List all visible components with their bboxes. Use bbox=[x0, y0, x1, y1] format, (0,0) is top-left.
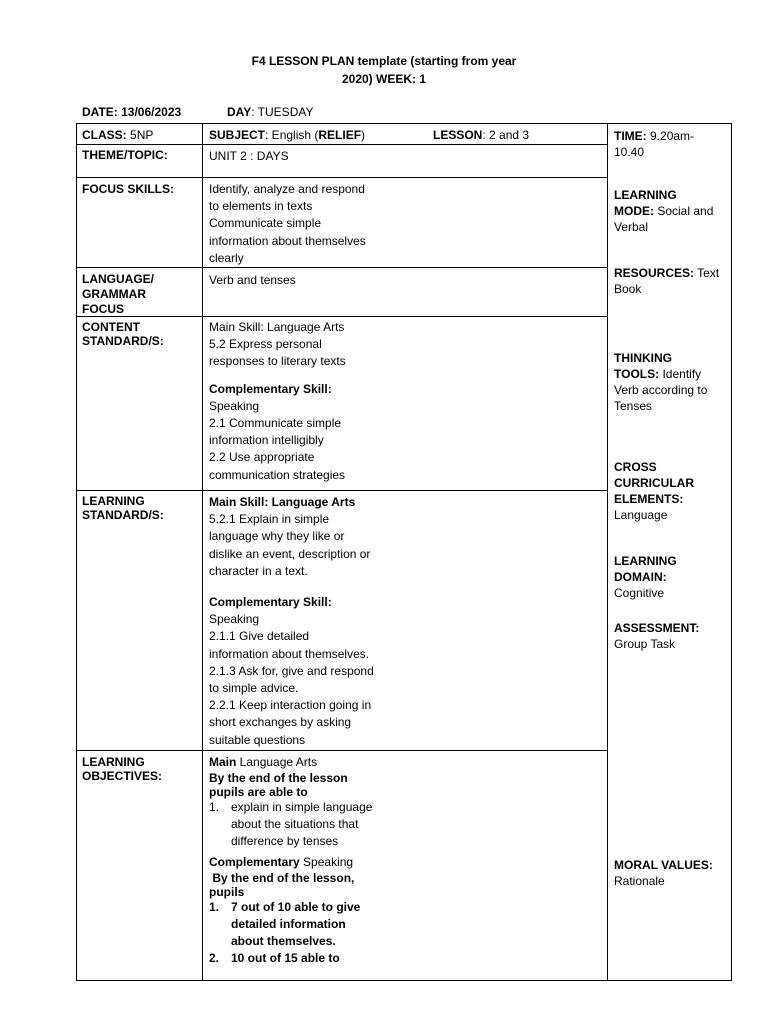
lesson-label: LESSON bbox=[433, 128, 483, 142]
mode-value: Verbal bbox=[614, 220, 649, 234]
row-divider bbox=[76, 267, 608, 268]
objectives-label bbox=[82, 755, 202, 783]
focus-line: Identify, analyze and respond bbox=[209, 182, 365, 196]
cross-label: CROSS bbox=[614, 460, 657, 474]
learning-main-title: Main Skill: Language Arts bbox=[209, 495, 356, 509]
list-line: explain in simple language bbox=[231, 800, 373, 814]
assessment-value: Group Task bbox=[614, 637, 676, 651]
day-value: : TUESDAY bbox=[251, 105, 314, 119]
table-border-left bbox=[76, 123, 77, 981]
doc-title-line1: F4 LESSON PLAN template (starting from year bbox=[251, 54, 517, 68]
row-divider bbox=[76, 750, 608, 751]
learning-line: 2.1.1 Give detailed bbox=[209, 629, 310, 644]
list-item bbox=[209, 799, 399, 850]
objectives-main bbox=[209, 754, 399, 771]
content-label-line: STANDARD/S: bbox=[82, 334, 164, 348]
moral-values-field bbox=[614, 857, 729, 889]
class-value: 5NP bbox=[130, 128, 154, 142]
list-line: 10 out of 15 able to bbox=[231, 951, 340, 965]
resources-value: Book bbox=[614, 282, 642, 296]
class-field bbox=[82, 128, 202, 142]
learning-line: language why they like or bbox=[209, 529, 345, 544]
domain-value: Cognitive bbox=[614, 586, 665, 600]
learning-label bbox=[82, 494, 202, 522]
lesson-value: : 2 and 3 bbox=[482, 128, 530, 142]
day-field bbox=[227, 105, 313, 119]
learning-comp-title: Complementary Skill: bbox=[209, 595, 332, 610]
list-line: difference by tenses bbox=[231, 834, 339, 848]
content-line: information intelligibly bbox=[209, 433, 324, 448]
table-border-bottom bbox=[76, 980, 732, 981]
thinking-value: Tenses bbox=[614, 399, 653, 413]
grammar-label-line: LANGUAGE/ bbox=[82, 272, 154, 286]
moral-label: MORAL VALUES: bbox=[614, 858, 713, 872]
list-line: 7 out of 10 able to give bbox=[231, 900, 361, 914]
learning-mode-field bbox=[614, 187, 729, 235]
content-main bbox=[209, 319, 399, 336]
cross-label: CURRICULAR bbox=[614, 476, 694, 490]
domain-label: LEARNING bbox=[614, 554, 677, 568]
grammar-label-line: FOCUS bbox=[82, 302, 124, 316]
content-label-line: CONTENT bbox=[82, 320, 140, 334]
content-line: communication strategies bbox=[209, 467, 346, 482]
grammar-value: Verb and tenses bbox=[209, 273, 296, 287]
subject-relief: RELIEF bbox=[318, 128, 362, 142]
content-line: 2.1 Communicate simple bbox=[209, 416, 342, 431]
time-label: TIME: bbox=[614, 129, 647, 143]
list-line: about themselves. bbox=[231, 934, 336, 948]
objectives-value bbox=[209, 754, 399, 967]
table-divider-label bbox=[202, 123, 203, 981]
assessment-field bbox=[614, 620, 729, 652]
learning-line: suitable questions bbox=[209, 732, 306, 747]
learning-line: character in a text. bbox=[209, 563, 308, 578]
thinking-tools-field bbox=[614, 350, 729, 414]
mode-label: MODE: bbox=[614, 204, 654, 218]
content-main-prefix: Main Skill: bbox=[209, 320, 268, 334]
focus-line: Communicate simple bbox=[209, 216, 322, 231]
list-number: 1. bbox=[209, 800, 220, 814]
list-line: about the situations that bbox=[231, 817, 359, 831]
theme-value: UNIT 2 : DAYS bbox=[209, 149, 289, 163]
content-comp-title: Complementary Skill: bbox=[209, 381, 332, 396]
subject-field bbox=[209, 128, 365, 142]
learning-line: 5.2.1 Explain in simple bbox=[209, 512, 330, 527]
learning-line: 2.1.3 Ask for, give and respond bbox=[209, 663, 374, 678]
list-item bbox=[209, 899, 399, 950]
cross-label: ELEMENTS: bbox=[614, 492, 684, 506]
subject-close: ) bbox=[361, 128, 366, 142]
objectives-main-list bbox=[209, 799, 399, 850]
content-line: responses to literary texts bbox=[209, 354, 346, 369]
objectives-sub: By the end of the lesson, bbox=[209, 871, 355, 885]
list-line: detailed information bbox=[231, 917, 346, 931]
lesson-field bbox=[433, 128, 529, 142]
table-border-right bbox=[731, 123, 732, 981]
moral-value: Rationale bbox=[614, 874, 665, 888]
learning-value bbox=[209, 494, 399, 749]
learning-label-line: LEARNING bbox=[82, 494, 145, 508]
day-label: DAY bbox=[227, 105, 252, 119]
learning-label-line: STANDARD/S: bbox=[82, 508, 164, 522]
subject-label: SUBJECT bbox=[209, 128, 266, 142]
time-value: 9.20am- bbox=[646, 129, 695, 143]
mode-value: Social and bbox=[654, 204, 714, 218]
list-number: 2. bbox=[209, 951, 220, 965]
learning-line: dislike an event, description or bbox=[209, 546, 371, 561]
objectives-label-line: LEARNING bbox=[82, 755, 145, 769]
date-value: 13/06/2023 bbox=[121, 105, 182, 119]
domain-label: DOMAIN: bbox=[614, 570, 667, 584]
cross-value: Language bbox=[614, 508, 668, 522]
objectives-main-value: Language Arts bbox=[236, 755, 318, 769]
list-item bbox=[209, 950, 399, 967]
learning-line: Speaking bbox=[209, 612, 260, 627]
table-divider-side bbox=[607, 123, 608, 981]
focus-label: FOCUS SKILLS: bbox=[82, 182, 174, 196]
learning-line: short exchanges by asking bbox=[209, 715, 352, 730]
content-line: Speaking bbox=[209, 398, 260, 413]
focus-line: clearly bbox=[209, 250, 244, 265]
row-divider bbox=[76, 144, 608, 145]
theme-label: THEME/TOPIC: bbox=[82, 148, 168, 162]
content-label bbox=[82, 320, 202, 348]
grammar-label-line: GRAMMAR bbox=[82, 287, 146, 301]
resources-value: Text bbox=[694, 266, 720, 280]
class-label: CLASS: bbox=[82, 128, 127, 142]
learning-domain-field bbox=[614, 553, 729, 601]
resources-label: RESOURCES: bbox=[614, 266, 695, 280]
cross-curricular-field bbox=[614, 459, 729, 523]
objectives-label-line: OBJECTIVES: bbox=[82, 769, 163, 783]
objectives-comp-list bbox=[209, 899, 399, 967]
content-line: 5.2 Express personal bbox=[209, 337, 322, 352]
objectives-comp-value: Speaking bbox=[299, 855, 354, 869]
objectives-sub: By the end of the lesson bbox=[209, 771, 348, 785]
time-value: 10.40 bbox=[614, 145, 645, 159]
thinking-label: THINKING bbox=[614, 351, 672, 365]
objectives-sub: pupils are able to bbox=[209, 785, 308, 799]
learning-line: to simple advice. bbox=[209, 681, 299, 696]
grammar-label bbox=[82, 272, 202, 317]
thinking-value: Verb according to bbox=[614, 383, 708, 397]
resources-field bbox=[614, 265, 729, 297]
date-field bbox=[82, 105, 181, 119]
thinking-value: Identify bbox=[659, 367, 702, 381]
content-main-value: Language Arts bbox=[267, 320, 345, 334]
table-border-top bbox=[76, 123, 732, 124]
focus-value bbox=[209, 181, 399, 267]
objectives-comp bbox=[209, 854, 399, 871]
learning-line: 2.2.1 Keep interaction going in bbox=[209, 698, 372, 713]
objectives-main-prefix: Main bbox=[209, 755, 237, 769]
objectives-sub: pupils bbox=[209, 885, 245, 899]
date-label: DATE: bbox=[82, 105, 118, 119]
focus-line: information about themselves bbox=[209, 233, 366, 248]
mode-label: LEARNING bbox=[614, 188, 677, 202]
time-field bbox=[614, 128, 729, 160]
content-line: 2.2 Use appropriate bbox=[209, 450, 315, 465]
subject-value: : English ( bbox=[265, 128, 319, 142]
content-value bbox=[209, 319, 399, 484]
focus-line: to elements in texts bbox=[209, 199, 313, 214]
row-divider bbox=[76, 490, 608, 491]
thinking-label: TOOLS: bbox=[614, 367, 660, 381]
row-divider bbox=[76, 177, 608, 178]
objectives-comp-prefix: Complementary bbox=[209, 855, 300, 869]
assessment-label: ASSESSMENT: bbox=[614, 621, 700, 635]
learning-line: information about themselves. bbox=[209, 646, 370, 661]
list-number: 1. bbox=[209, 900, 220, 914]
doc-title-line2: 2020) WEEK: 1 bbox=[341, 72, 427, 86]
